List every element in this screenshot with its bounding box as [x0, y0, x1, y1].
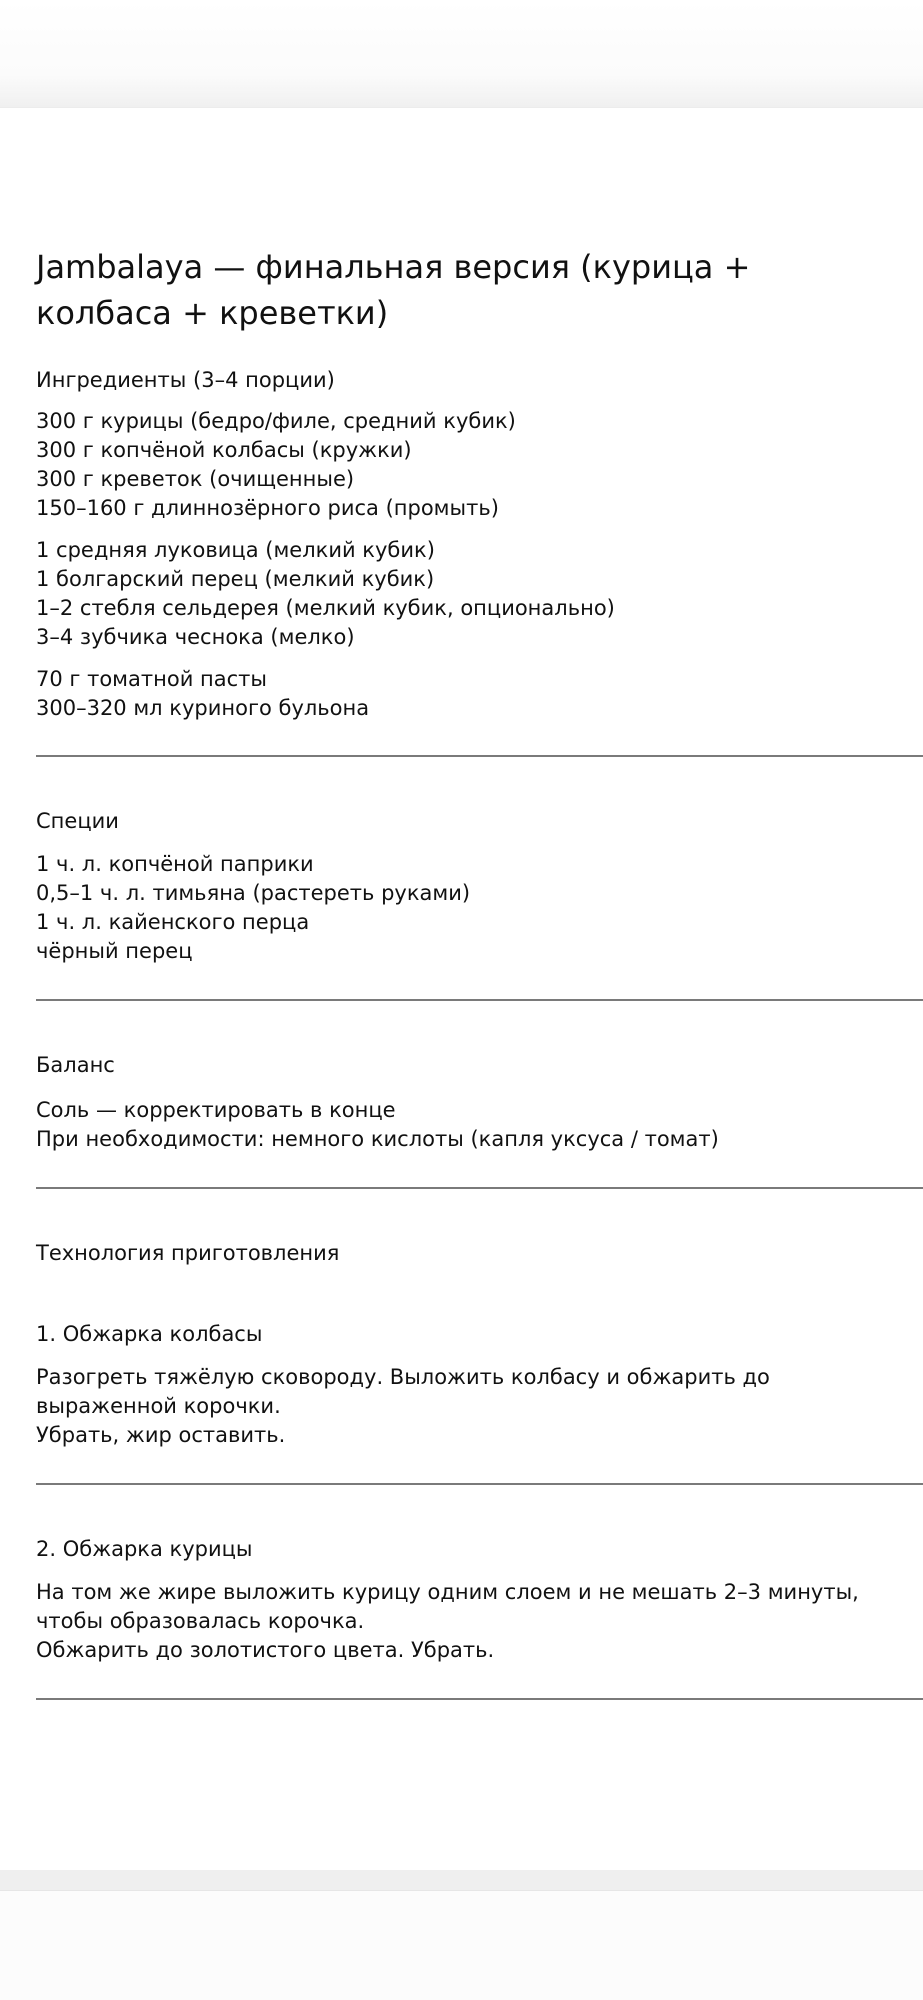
bottom-toolbar-area [0, 1891, 923, 2000]
divider [36, 755, 923, 757]
divider [36, 1483, 923, 1485]
ingredient-item: 150–160 г длиннозёрного риса (промыть) [36, 496, 499, 520]
ingredient-item: 300 г копчёной колбасы (кружки) [36, 438, 412, 462]
spices-list [36, 850, 923, 966]
divider [36, 999, 923, 1001]
spice-item: 1 ч. л. копчёной паприки [36, 852, 314, 876]
balance-list [36, 1096, 923, 1154]
ingredients-heading: Ингредиенты (3–4 порции) [36, 368, 335, 392]
balance-item: Соль — корректировать в конце [36, 1098, 396, 1122]
step-line: Разогреть тяжёлую сковороду. Выложить колбасу и обжарить до выраженной корочки. [36, 1365, 770, 1418]
ingredient-item: 1–2 стебля сельдерея (мелкий кубик, опционально) [36, 596, 615, 620]
divider [36, 1698, 923, 1700]
divider [36, 1187, 923, 1189]
balance-heading: Баланс [36, 1053, 115, 1077]
ingredient-item: 3–4 зубчика чеснока (мелко) [36, 625, 355, 649]
step-title: 2. Обжарка курицы [36, 1537, 253, 1561]
ingredient-item: 300 г креветок (очищенные) [36, 467, 355, 491]
spices-heading: Специи [36, 809, 119, 833]
ingredient-item: 1 средняя луковица (мелкий кубик) [36, 538, 435, 562]
spice-item: 0,5–1 ч. л. тимьяна (растереть руками) [36, 881, 471, 905]
document-body [36, 244, 923, 1700]
step-line: Убрать, жир оставить. [36, 1423, 286, 1447]
ingredients-group-proteins [36, 407, 923, 523]
top-toolbar-area [0, 0, 923, 108]
method-heading: Технология приготовления [36, 1241, 340, 1265]
step-title: 1. Обжарка колбасы [36, 1322, 263, 1346]
ingredient-item: 1 болгарский перец (мелкий кубик) [36, 567, 435, 591]
ingredients-group-vegetables [36, 536, 923, 652]
ingredients-group-liquids [36, 665, 923, 723]
step-line: Обжарить до золотистого цвета. Убрать. [36, 1638, 495, 1662]
ingredient-item: 70 г томатной пасты [36, 667, 267, 691]
step-line: На том же жире выложить курицу одним слоем и не мешать 2–3 минуты, чтобы образовалась корочка. [36, 1580, 859, 1633]
balance-item: При необходимости: немного кислоты (капля уксуса / томат) [36, 1127, 719, 1151]
step-description [36, 1578, 923, 1665]
spice-item: чёрный перец [36, 939, 193, 963]
ingredient-item: 300 г курицы (бедро/филе, средний кубик) [36, 409, 516, 433]
spice-item: 1 ч. л. кайенского перца [36, 910, 310, 934]
step-description [36, 1363, 923, 1450]
document-title: Jambalaya — финальная версия (курица + колбаса + креветки) [36, 248, 751, 332]
bottom-bar-edge [0, 1870, 923, 1891]
ingredient-item: 300–320 мл куриного бульона [36, 696, 370, 720]
